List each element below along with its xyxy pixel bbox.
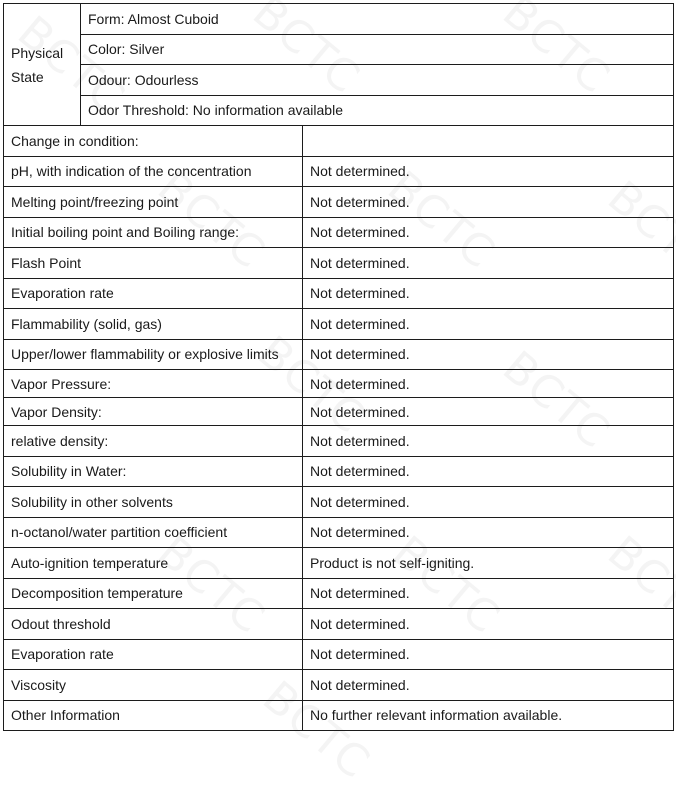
property-value: Not determined.	[303, 248, 674, 279]
table-row	[4, 700, 674, 731]
table-row	[4, 339, 674, 370]
physical-state-row	[4, 4, 674, 35]
property-name: Vapor Density:	[4, 398, 303, 426]
property-value: Not determined.	[303, 339, 674, 370]
table-row	[4, 278, 674, 309]
property-name: Other Information	[4, 700, 303, 731]
property-name: Melting point/freezing point	[4, 187, 303, 218]
property-value: Not determined.	[303, 309, 674, 340]
table-row	[4, 517, 674, 548]
physical-state-color: Color: Silver	[81, 34, 674, 65]
property-name: Viscosity	[4, 670, 303, 701]
property-name: Flash Point	[4, 248, 303, 279]
physical-state-row	[4, 34, 674, 65]
property-value: Not determined.	[303, 370, 674, 398]
table-row	[4, 487, 674, 518]
property-name: Evaporation rate	[4, 278, 303, 309]
physical-state-row	[4, 95, 674, 126]
property-value: Not determined.	[303, 278, 674, 309]
property-name: Change in condition:	[4, 126, 303, 157]
table-row	[4, 217, 674, 248]
property-name: n-octanol/water partition coefficient	[4, 517, 303, 548]
property-name: Odout threshold	[4, 609, 303, 640]
table-row	[4, 456, 674, 487]
table-row	[4, 187, 674, 218]
properties-table	[3, 3, 674, 731]
property-value: Not determined.	[303, 487, 674, 518]
physical-state-form: Form: Almost Cuboid	[81, 4, 674, 35]
property-value: Not determined.	[303, 639, 674, 670]
physical-state-odour: Odour: Odourless	[81, 65, 674, 96]
property-name: Vapor Pressure:	[4, 370, 303, 398]
table-row	[4, 426, 674, 457]
property-value: Not determined.	[303, 609, 674, 640]
property-value: Not determined.	[303, 187, 674, 218]
property-value: Not determined.	[303, 456, 674, 487]
property-value: Not determined.	[303, 217, 674, 248]
property-name: Flammability (solid, gas)	[4, 309, 303, 340]
property-value: No further relevant information available.	[303, 700, 674, 731]
property-name: Upper/lower flammability or explosive limits	[4, 339, 303, 370]
property-name: Auto-ignition temperature	[4, 548, 303, 579]
property-value: Not determined.	[303, 426, 674, 457]
table-row	[4, 548, 674, 579]
property-name: Decomposition temperature	[4, 578, 303, 609]
property-name: Solubility in other solvents	[4, 487, 303, 518]
property-name: Solubility in Water:	[4, 456, 303, 487]
table-row	[4, 156, 674, 187]
property-name: relative density:	[4, 426, 303, 457]
property-value: Not determined.	[303, 156, 674, 187]
property-name: pH, with indication of the concentration	[4, 156, 303, 187]
property-value	[303, 126, 674, 157]
table-row	[4, 126, 674, 157]
property-name: Evaporation rate	[4, 639, 303, 670]
property-value: Not determined.	[303, 517, 674, 548]
property-value: Product is not self-igniting.	[303, 548, 674, 579]
property-value: Not determined.	[303, 398, 674, 426]
physical-state-row	[4, 65, 674, 96]
property-value: Not determined.	[303, 578, 674, 609]
physical-state-label: Physical State	[4, 4, 81, 126]
table-row	[4, 578, 674, 609]
property-rows	[4, 126, 674, 731]
physical-state-odor-threshold: Odor Threshold: No information available	[81, 95, 674, 126]
table-row	[4, 670, 674, 701]
table-row	[4, 309, 674, 340]
table-row	[4, 248, 674, 279]
property-value: Not determined.	[303, 670, 674, 701]
table-row	[4, 609, 674, 640]
table-row	[4, 398, 674, 426]
table-row	[4, 370, 674, 398]
property-name: Initial boiling point and Boiling range:	[4, 217, 303, 248]
table-row	[4, 639, 674, 670]
